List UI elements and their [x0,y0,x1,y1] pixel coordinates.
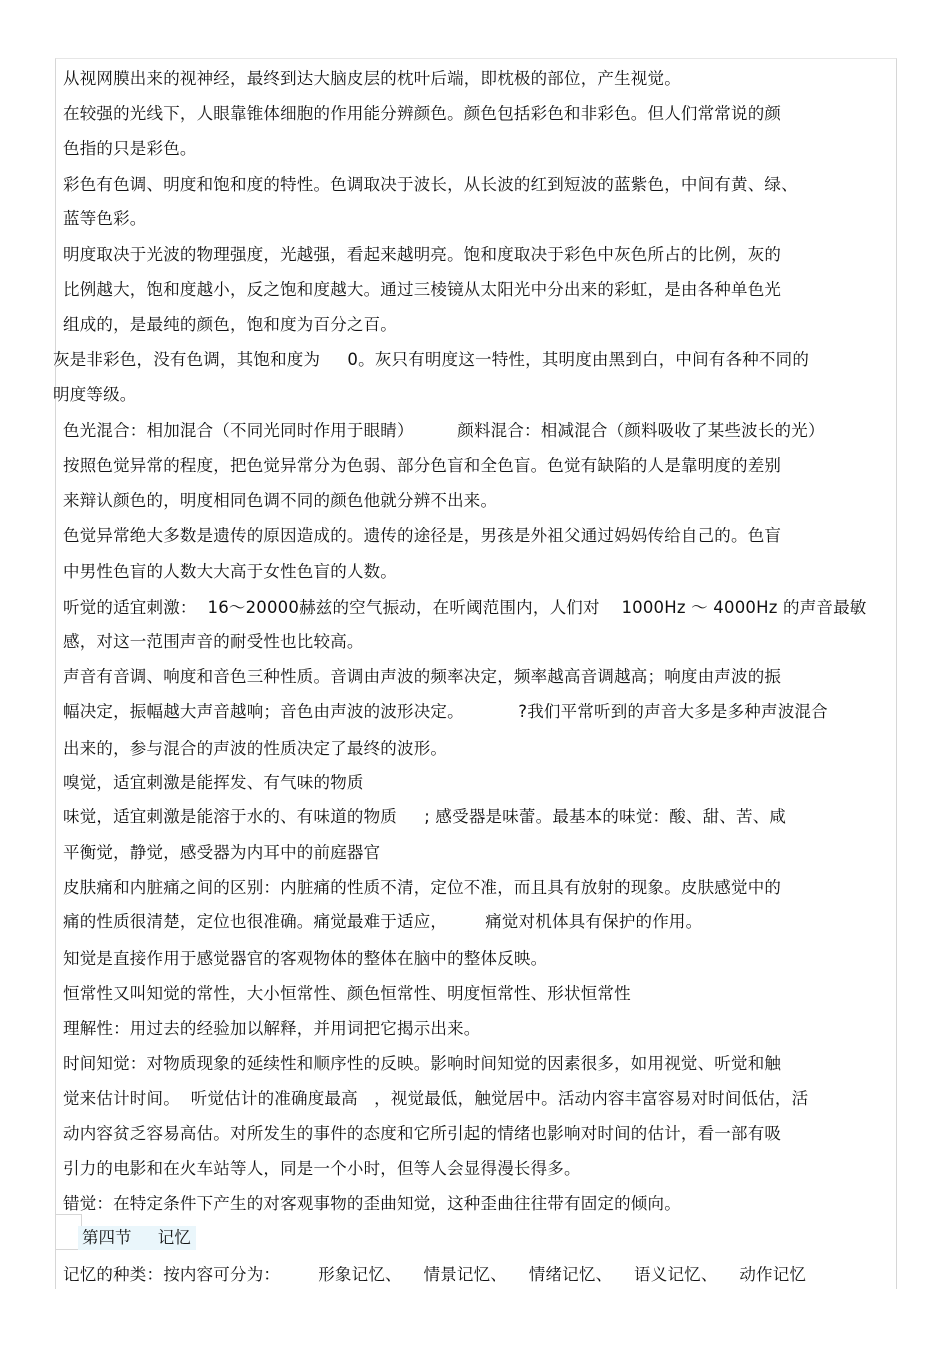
paragraph-line: 中男性色盲的人数大大高于女性色盲的人数。 [63,562,397,581]
paragraph-line: 知觉是直接作用于感觉器官的客观物体的整体在脑中的整体反映。 [63,949,548,968]
paragraph-line: 时间知觉：对物质现象的延续性和顺序性的反映。影响时间知觉的因素很多，如用视觉、听觉和触 [63,1054,782,1073]
paragraph-line: 比例越大，饱和度越小，反之饱和度越大。通过三棱镜从太阳光中分出来的彩虹，是由各种单色光 [63,280,782,299]
paragraph-line: 理解性：用过去的经验加以解释，并用词把它揭示出来。 [63,1019,481,1038]
paragraph-line: 明度等级。 [53,385,137,404]
paragraph-line: 组成的，是最纯的颜色，饱和度为百分之百。 [63,315,397,334]
paragraph-line: 嗅觉，适宜刺激是能挥发、有气味的物质 [63,773,364,792]
paragraph-line: 错觉：在特定条件下产生的对客观事物的歪曲知觉，这种歪曲往往带有固定的倾向。 [63,1194,681,1213]
paragraph-line: 幅决定，振幅越大声音越响；音色由声波的波形决定。 ?我们平常听到的声音大多是多种声波混合 [63,702,828,721]
paragraph-line: 皮肤痛和内脏痛之间的区别：内脏痛的性质不清，定位不准，而且具有放射的现象。皮肤感觉中的 [63,878,782,897]
paragraph-line: 听觉的适宜刺激： 16～20000赫兹的空气振动，在听阈范围内，人们对 1000Hz ～ 4000Hz 的声音最敏 [63,598,867,617]
paragraph-line: 来辩认颜色的，明度相同色调不同的颜色他就分辨不出来。 [63,491,498,510]
paragraph-line: 从视网膜出来的视神经，最终到达大脑皮层的枕叶后端，即枕极的部位，产生视觉。 [63,69,681,88]
paragraph-line: 平衡觉，静觉，感受器为内耳中的前庭器官 [63,843,381,862]
paragraph-line: 引力的电影和在火车站等人，同是一个小时，但等人会显得漫长得多。 [63,1159,581,1178]
paragraph-line: 记忆的种类：按内容可分为： 形象记忆、 情景记忆、 情绪记忆、 语义记忆、 动作记忆 [63,1265,807,1284]
paragraph-line: 按照色觉异常的程度，把色觉异常分为色弱、部分色盲和全色盲。色觉有缺陷的人是靠明度的差别 [63,456,782,475]
paragraph-line: 感，对这一范围声音的耐受性也比较高。 [63,632,364,651]
paragraph-line: 出来的，参与混合的声波的性质决定了最终的波形。 [63,739,448,758]
paragraph-line: 色觉异常绝大多数是遗传的原因造成的。遗传的途径是，男孩是外祖父通过妈妈传给自己的。色盲 [63,526,782,545]
paragraph-line: 觉来估计时间。 听觉估计的准确度最高 ，视觉最低，触觉居中。活动内容丰富容易对时间低估，活 [63,1089,809,1108]
paragraph-line: 在较强的光线下，人眼靠锥体细胞的作用能分辨颜色。颜色包括彩色和非彩色。但人们常常说的颜 [63,104,782,123]
paragraph-line: 彩色有色调、明度和饱和度的特性。色调取决于波长，从长波的红到短波的蓝紫色，中间有黄、绿、 [63,175,798,194]
paragraph-line: 色指的只是彩色。 [63,139,197,158]
paragraph-line: 声音有音调、响度和音色三种性质。音调由声波的频率决定，频率越高音调越高；响度由声波的振 [63,667,782,686]
paragraph-line: 恒常性又叫知觉的常性，大小恒常性、颜色恒常性、明度恒常性、形状恒常性 [63,984,631,1003]
paragraph-line: 动内容贫乏容易高估。对所发生的事件的态度和它所引起的情绪也影响对时间的估计，看一部有吸 [63,1124,782,1143]
paragraph-line: 灰是非彩色，没有色调，其饱和度为 0。灰只有明度这一特性，其明度由黑到白，中间有各种不同的 [53,350,810,369]
paragraph-line: 味觉，适宜刺激是能溶于水的、有味道的物质 ; 感受器是味蕾。最基本的味觉：酸、甜、苦、咸 [63,807,787,826]
section-heading: 第四节 记忆 [82,1228,191,1247]
paragraph-line: 明度取决于光波的物理强度，光越强，看起来越明亮。饱和度取决于彩色中灰色所占的比例，灰的 [63,245,782,264]
paragraph-line: 蓝等色彩。 [63,209,147,228]
paragraph-line: 色光混合：相加混合（不同光同时作用于眼睛） 颜料混合：相减混合（颜料吸收了某些波长的光） [63,421,825,440]
paragraph-line: 痛的性质很清楚，定位也很准确。痛觉最难于适应， 痛觉对机体具有保护的作用。 [63,912,703,931]
